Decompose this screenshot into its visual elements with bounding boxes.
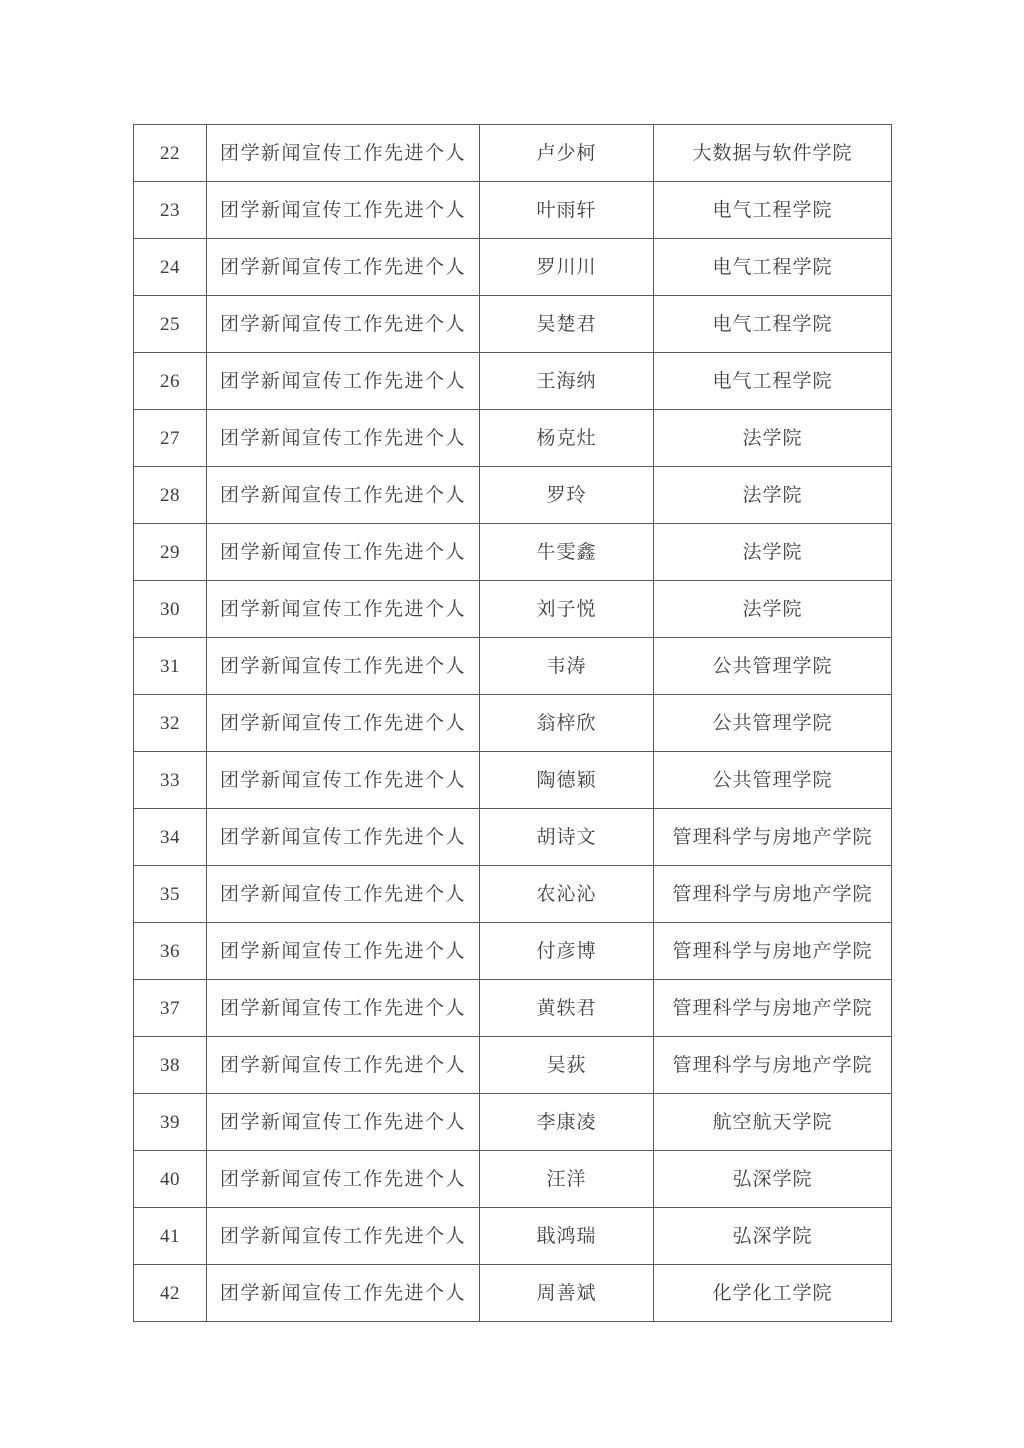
- cell-row-number: 36: [134, 923, 207, 980]
- cell-award-title: 团学新闻宣传工作先进个人: [207, 752, 480, 809]
- cell-college-name: 电气工程学院: [654, 182, 892, 239]
- cell-recipient-name: 李康凌: [480, 1094, 654, 1151]
- cell-award-title: 团学新闻宣传工作先进个人: [207, 1151, 480, 1208]
- cell-award-title: 团学新闻宣传工作先进个人: [207, 524, 480, 581]
- cell-award-title: 团学新闻宣传工作先进个人: [207, 809, 480, 866]
- cell-recipient-name: 卢少柯: [480, 125, 654, 182]
- cell-award-title: 团学新闻宣传工作先进个人: [207, 182, 480, 239]
- cell-row-number: 25: [134, 296, 207, 353]
- cell-award-title: 团学新闻宣传工作先进个人: [207, 695, 480, 752]
- table-row: [134, 638, 892, 695]
- cell-row-number: 29: [134, 524, 207, 581]
- cell-row-number: 41: [134, 1208, 207, 1265]
- cell-recipient-name: 叶雨轩: [480, 182, 654, 239]
- cell-row-number: 35: [134, 866, 207, 923]
- cell-award-title: 团学新闻宣传工作先进个人: [207, 125, 480, 182]
- cell-award-title: 团学新闻宣传工作先进个人: [207, 239, 480, 296]
- table-row: [134, 1265, 892, 1322]
- table-row: [134, 296, 892, 353]
- cell-row-number: 38: [134, 1037, 207, 1094]
- table-row: [134, 182, 892, 239]
- table-row: [134, 1208, 892, 1265]
- cell-college-name: 大数据与软件学院: [654, 125, 892, 182]
- cell-award-title: 团学新闻宣传工作先进个人: [207, 581, 480, 638]
- cell-college-name: 管理科学与房地产学院: [654, 866, 892, 923]
- cell-recipient-name: 黄轶君: [480, 980, 654, 1037]
- cell-recipient-name: 陶德颖: [480, 752, 654, 809]
- cell-recipient-name: 吴楚君: [480, 296, 654, 353]
- table-row: [134, 809, 892, 866]
- cell-recipient-name: 刘子悦: [480, 581, 654, 638]
- cell-row-number: 26: [134, 353, 207, 410]
- cell-row-number: 34: [134, 809, 207, 866]
- cell-award-title: 团学新闻宣传工作先进个人: [207, 980, 480, 1037]
- cell-recipient-name: 翁梓欣: [480, 695, 654, 752]
- cell-college-name: 法学院: [654, 467, 892, 524]
- cell-recipient-name: 汪洋: [480, 1151, 654, 1208]
- cell-college-name: 法学院: [654, 410, 892, 467]
- cell-college-name: 法学院: [654, 581, 892, 638]
- cell-row-number: 39: [134, 1094, 207, 1151]
- cell-award-title: 团学新闻宣传工作先进个人: [207, 923, 480, 980]
- cell-college-name: 公共管理学院: [654, 695, 892, 752]
- cell-recipient-name: 杨克灶: [480, 410, 654, 467]
- table-row: [134, 581, 892, 638]
- cell-award-title: 团学新闻宣传工作先进个人: [207, 1037, 480, 1094]
- cell-award-title: 团学新闻宣传工作先进个人: [207, 467, 480, 524]
- table-row: [134, 467, 892, 524]
- cell-college-name: 弘深学院: [654, 1151, 892, 1208]
- table-row: [134, 695, 892, 752]
- cell-recipient-name: 牛雯鑫: [480, 524, 654, 581]
- cell-college-name: 公共管理学院: [654, 752, 892, 809]
- cell-row-number: 30: [134, 581, 207, 638]
- cell-college-name: 航空航天学院: [654, 1094, 892, 1151]
- cell-row-number: 33: [134, 752, 207, 809]
- cell-award-title: 团学新闻宣传工作先进个人: [207, 638, 480, 695]
- cell-row-number: 23: [134, 182, 207, 239]
- cell-recipient-name: 罗玲: [480, 467, 654, 524]
- cell-recipient-name: 付彦博: [480, 923, 654, 980]
- cell-college-name: 电气工程学院: [654, 239, 892, 296]
- cell-college-name: 化学化工学院: [654, 1265, 892, 1322]
- cell-row-number: 37: [134, 980, 207, 1037]
- table-row: [134, 125, 892, 182]
- cell-row-number: 31: [134, 638, 207, 695]
- table-row: [134, 410, 892, 467]
- cell-row-number: 28: [134, 467, 207, 524]
- cell-award-title: 团学新闻宣传工作先进个人: [207, 1265, 480, 1322]
- cell-award-title: 团学新闻宣传工作先进个人: [207, 1094, 480, 1151]
- cell-college-name: 管理科学与房地产学院: [654, 923, 892, 980]
- table-row: [134, 239, 892, 296]
- cell-award-title: 团学新闻宣传工作先进个人: [207, 410, 480, 467]
- cell-college-name: 电气工程学院: [654, 296, 892, 353]
- cell-award-title: 团学新闻宣传工作先进个人: [207, 866, 480, 923]
- cell-college-name: 电气工程学院: [654, 353, 892, 410]
- table-row: [134, 1037, 892, 1094]
- cell-college-name: 管理科学与房地产学院: [654, 809, 892, 866]
- cell-recipient-name: 周善斌: [480, 1265, 654, 1322]
- cell-row-number: 42: [134, 1265, 207, 1322]
- table-row: [134, 524, 892, 581]
- cell-row-number: 32: [134, 695, 207, 752]
- cell-recipient-name: 戢鸿瑞: [480, 1208, 654, 1265]
- table-row: [134, 353, 892, 410]
- cell-row-number: 22: [134, 125, 207, 182]
- cell-award-title: 团学新闻宣传工作先进个人: [207, 1208, 480, 1265]
- cell-college-name: 公共管理学院: [654, 638, 892, 695]
- cell-college-name: 管理科学与房地产学院: [654, 980, 892, 1037]
- table-row: [134, 1151, 892, 1208]
- table-row: [134, 980, 892, 1037]
- table-row: [134, 752, 892, 809]
- cell-row-number: 24: [134, 239, 207, 296]
- cell-college-name: 管理科学与房地产学院: [654, 1037, 892, 1094]
- cell-college-name: 弘深学院: [654, 1208, 892, 1265]
- awards-table: [133, 124, 892, 1322]
- cell-recipient-name: 农沁沁: [480, 866, 654, 923]
- cell-recipient-name: 韦涛: [480, 638, 654, 695]
- table-row: [134, 866, 892, 923]
- cell-award-title: 团学新闻宣传工作先进个人: [207, 353, 480, 410]
- cell-recipient-name: 罗川川: [480, 239, 654, 296]
- cell-row-number: 27: [134, 410, 207, 467]
- cell-row-number: 40: [134, 1151, 207, 1208]
- table-row: [134, 923, 892, 980]
- cell-recipient-name: 王海纳: [480, 353, 654, 410]
- cell-recipient-name: 吴荻: [480, 1037, 654, 1094]
- cell-award-title: 团学新闻宣传工作先进个人: [207, 296, 480, 353]
- awards-table-body: [134, 125, 892, 1322]
- table-row: [134, 1094, 892, 1151]
- cell-recipient-name: 胡诗文: [480, 809, 654, 866]
- cell-college-name: 法学院: [654, 524, 892, 581]
